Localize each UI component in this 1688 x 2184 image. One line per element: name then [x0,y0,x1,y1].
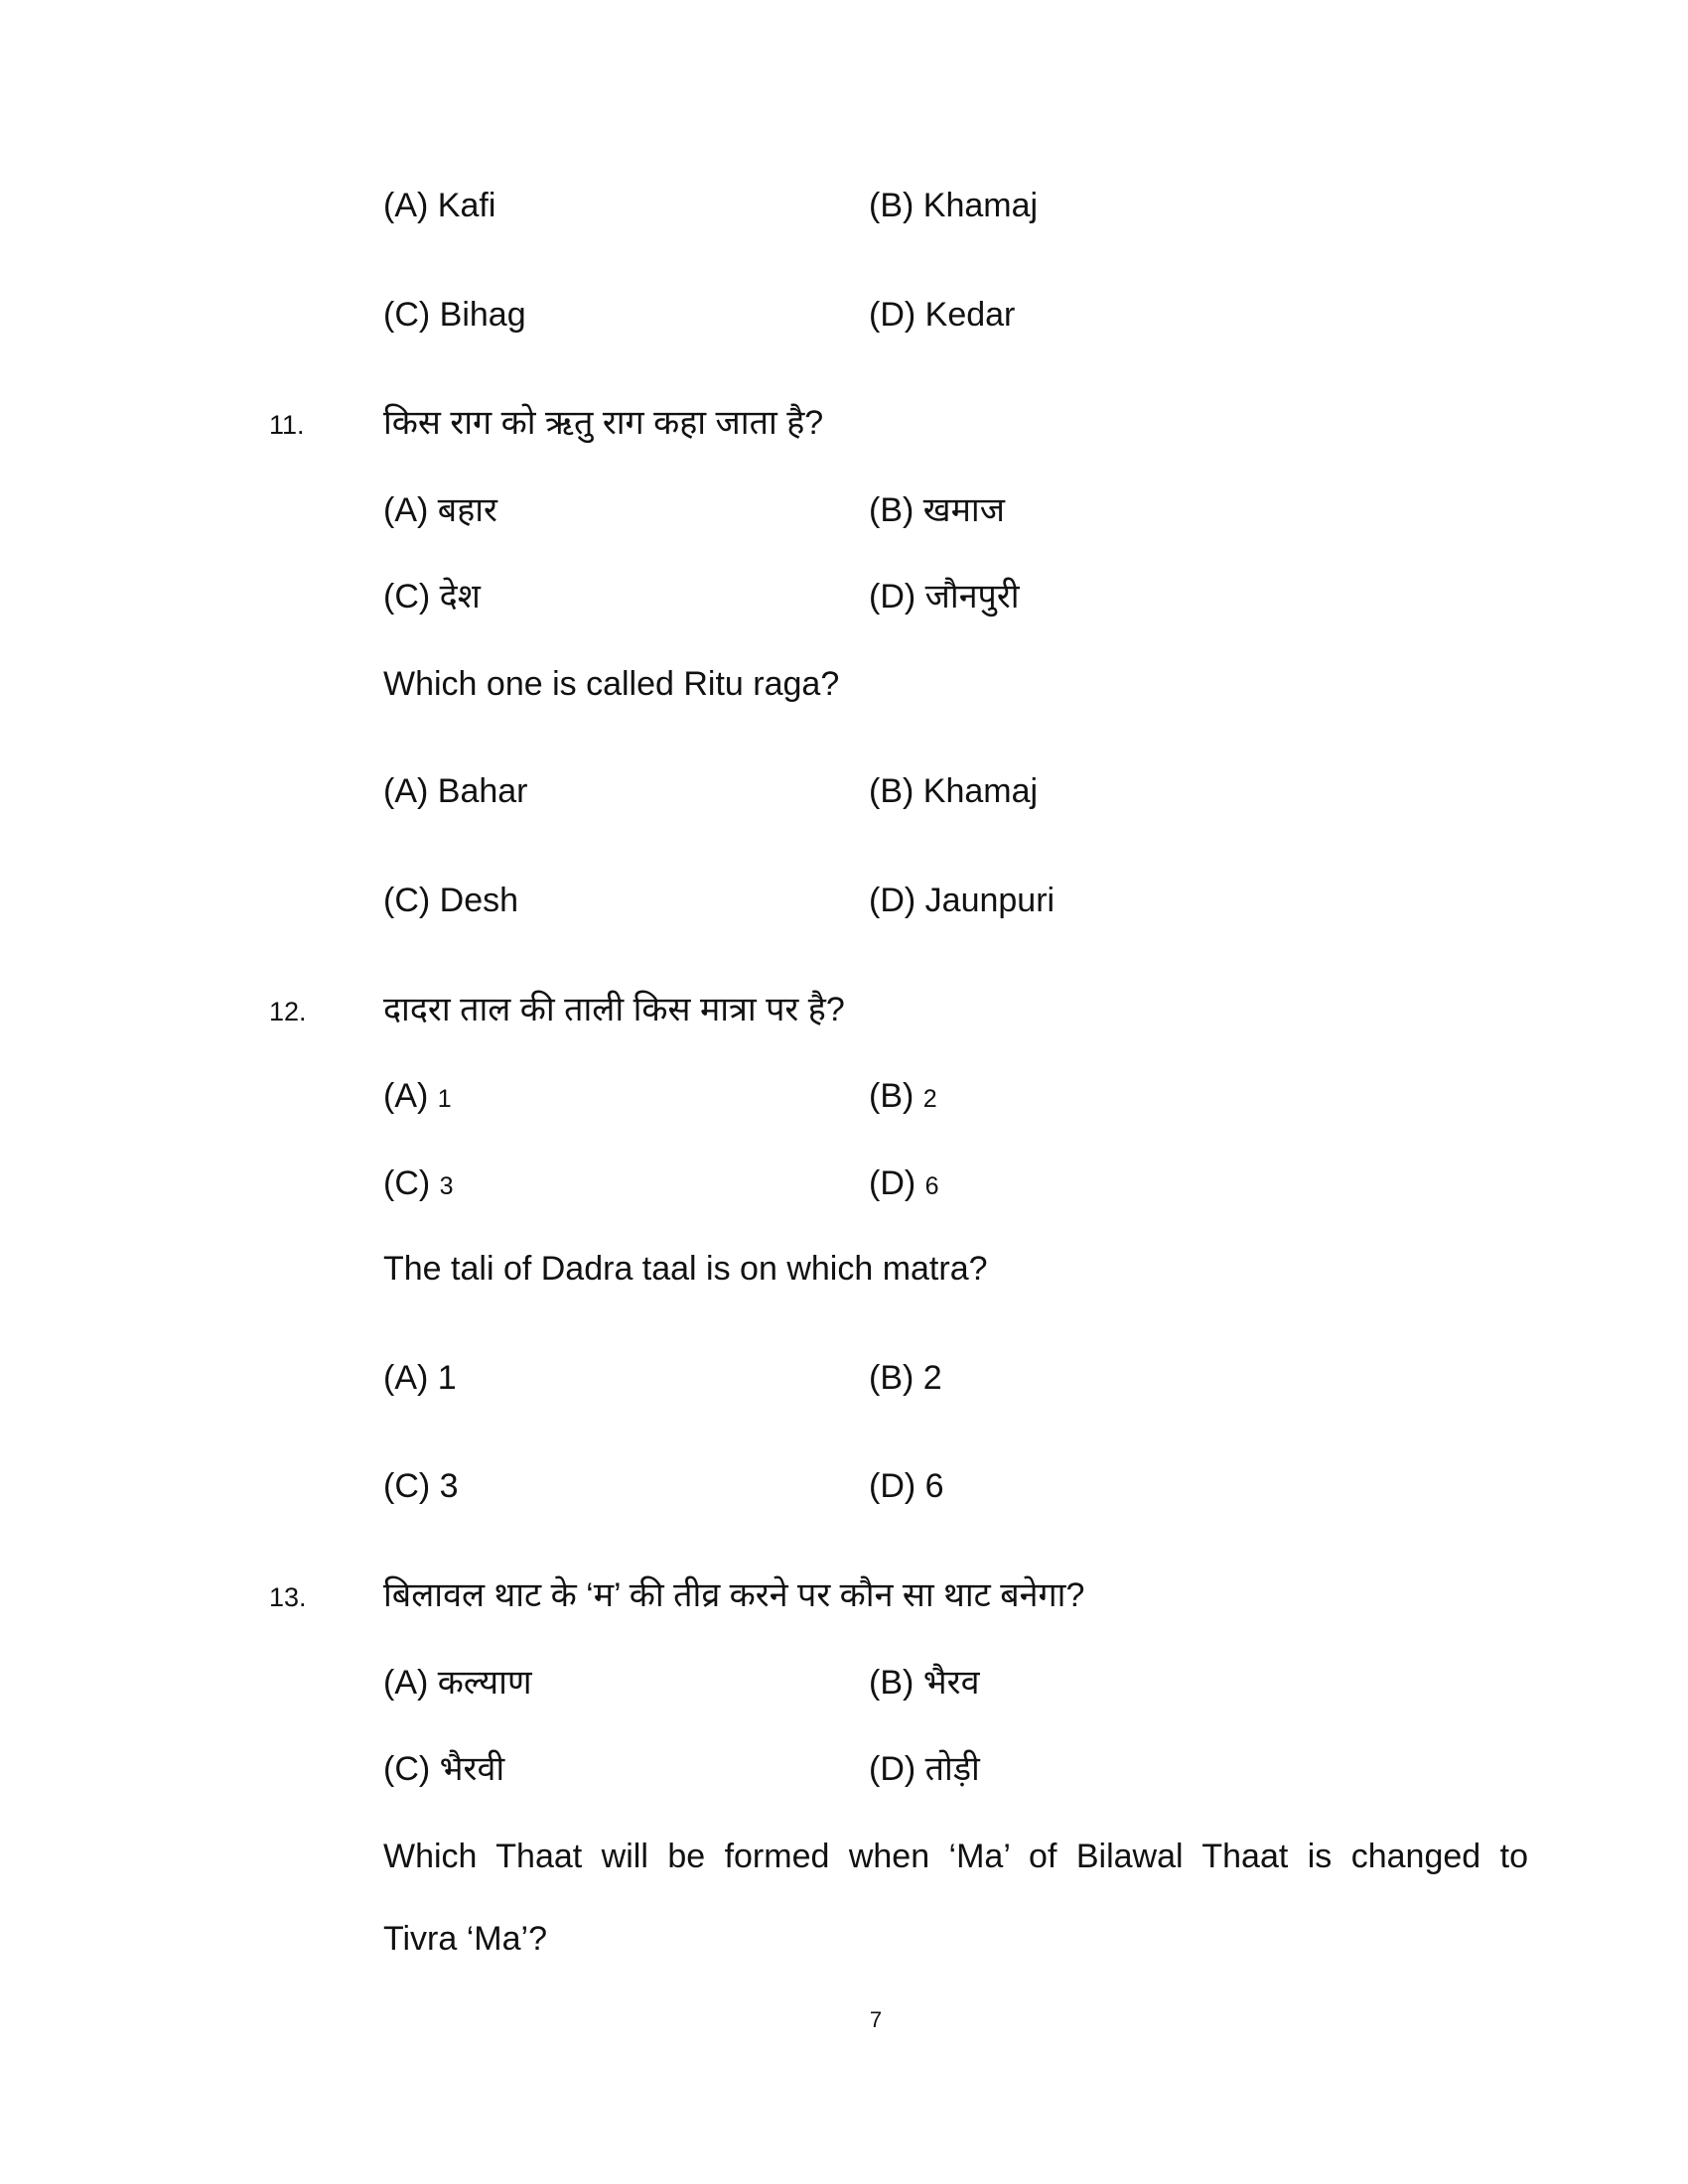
q13-question-english-line2: Tivra ‘Ma’? [383,1920,547,1958]
q11-question-english: Which one is called Ritu raga? [383,665,840,703]
q11-number: 11. [269,410,305,440]
q12-option-b: (B) 2 [869,1359,942,1397]
q11-option-a: (A) Bahar [383,772,528,810]
q11-option-d: (D) Jaunpuri [869,882,1055,919]
q13-hindi-option-a: (A) कल्याण [383,1664,532,1702]
q12-question-hindi: दादरा ताल की ताली किस मात्रा पर है? [383,991,845,1028]
q12-option-a: (A) 1 [383,1359,457,1397]
q12-hindi-option-b: (B) 2 [869,1077,937,1115]
q11-hindi-option-c: (C) देश [383,578,481,615]
q11-hindi-option-b: (B) खमाज [869,491,1005,529]
q13-question-hindi: बिलावल थाट के ‘म’ की तीव्र करने पर कौन सा थाट बनेगा? [383,1576,1085,1614]
q13-hindi-option-d: (D) तोड़ी [869,1750,980,1788]
q12-option-c: (C) 3 [383,1467,459,1505]
q12-number: 12. [269,997,307,1026]
q11-question-hindi: किस राग को ऋतु राग कहा जाता है? [383,404,824,442]
q12-hindi-option-d: (D) 6 [869,1164,939,1202]
q13-hindi-option-b: (B) भैरव [869,1664,980,1702]
q12-hindi-option-c: (C) 3 [383,1164,454,1202]
q11-hindi-option-d: (D) जौनपुरी [869,578,1020,615]
q12-option-d: (D) 6 [869,1467,944,1505]
q13-question-english-line1: Which Thaat will be formed when ‘Ma’ of Bilawal Thaat is changed to [383,1838,1528,1875]
q11-hindi-option-a: (A) बहार [383,491,497,529]
page-number: 7 [869,2007,883,2032]
q13-hindi-option-c: (C) भैरवी [383,1750,505,1788]
q12-hindi-option-a: (A) 1 [383,1077,452,1115]
q10-option-c: (C) Bihag [383,296,526,334]
q13-number: 13. [269,1582,307,1612]
q10-option-a: (A) Kafi [383,187,496,224]
q10-option-b: (B) Khamaj [869,187,1039,224]
q11-option-c: (C) Desh [383,882,519,919]
q10-option-d: (D) Kedar [869,296,1016,334]
q11-option-b: (B) Khamaj [869,772,1039,810]
q12-question-english: The tali of Dadra taal is on which matra? [383,1250,988,1288]
